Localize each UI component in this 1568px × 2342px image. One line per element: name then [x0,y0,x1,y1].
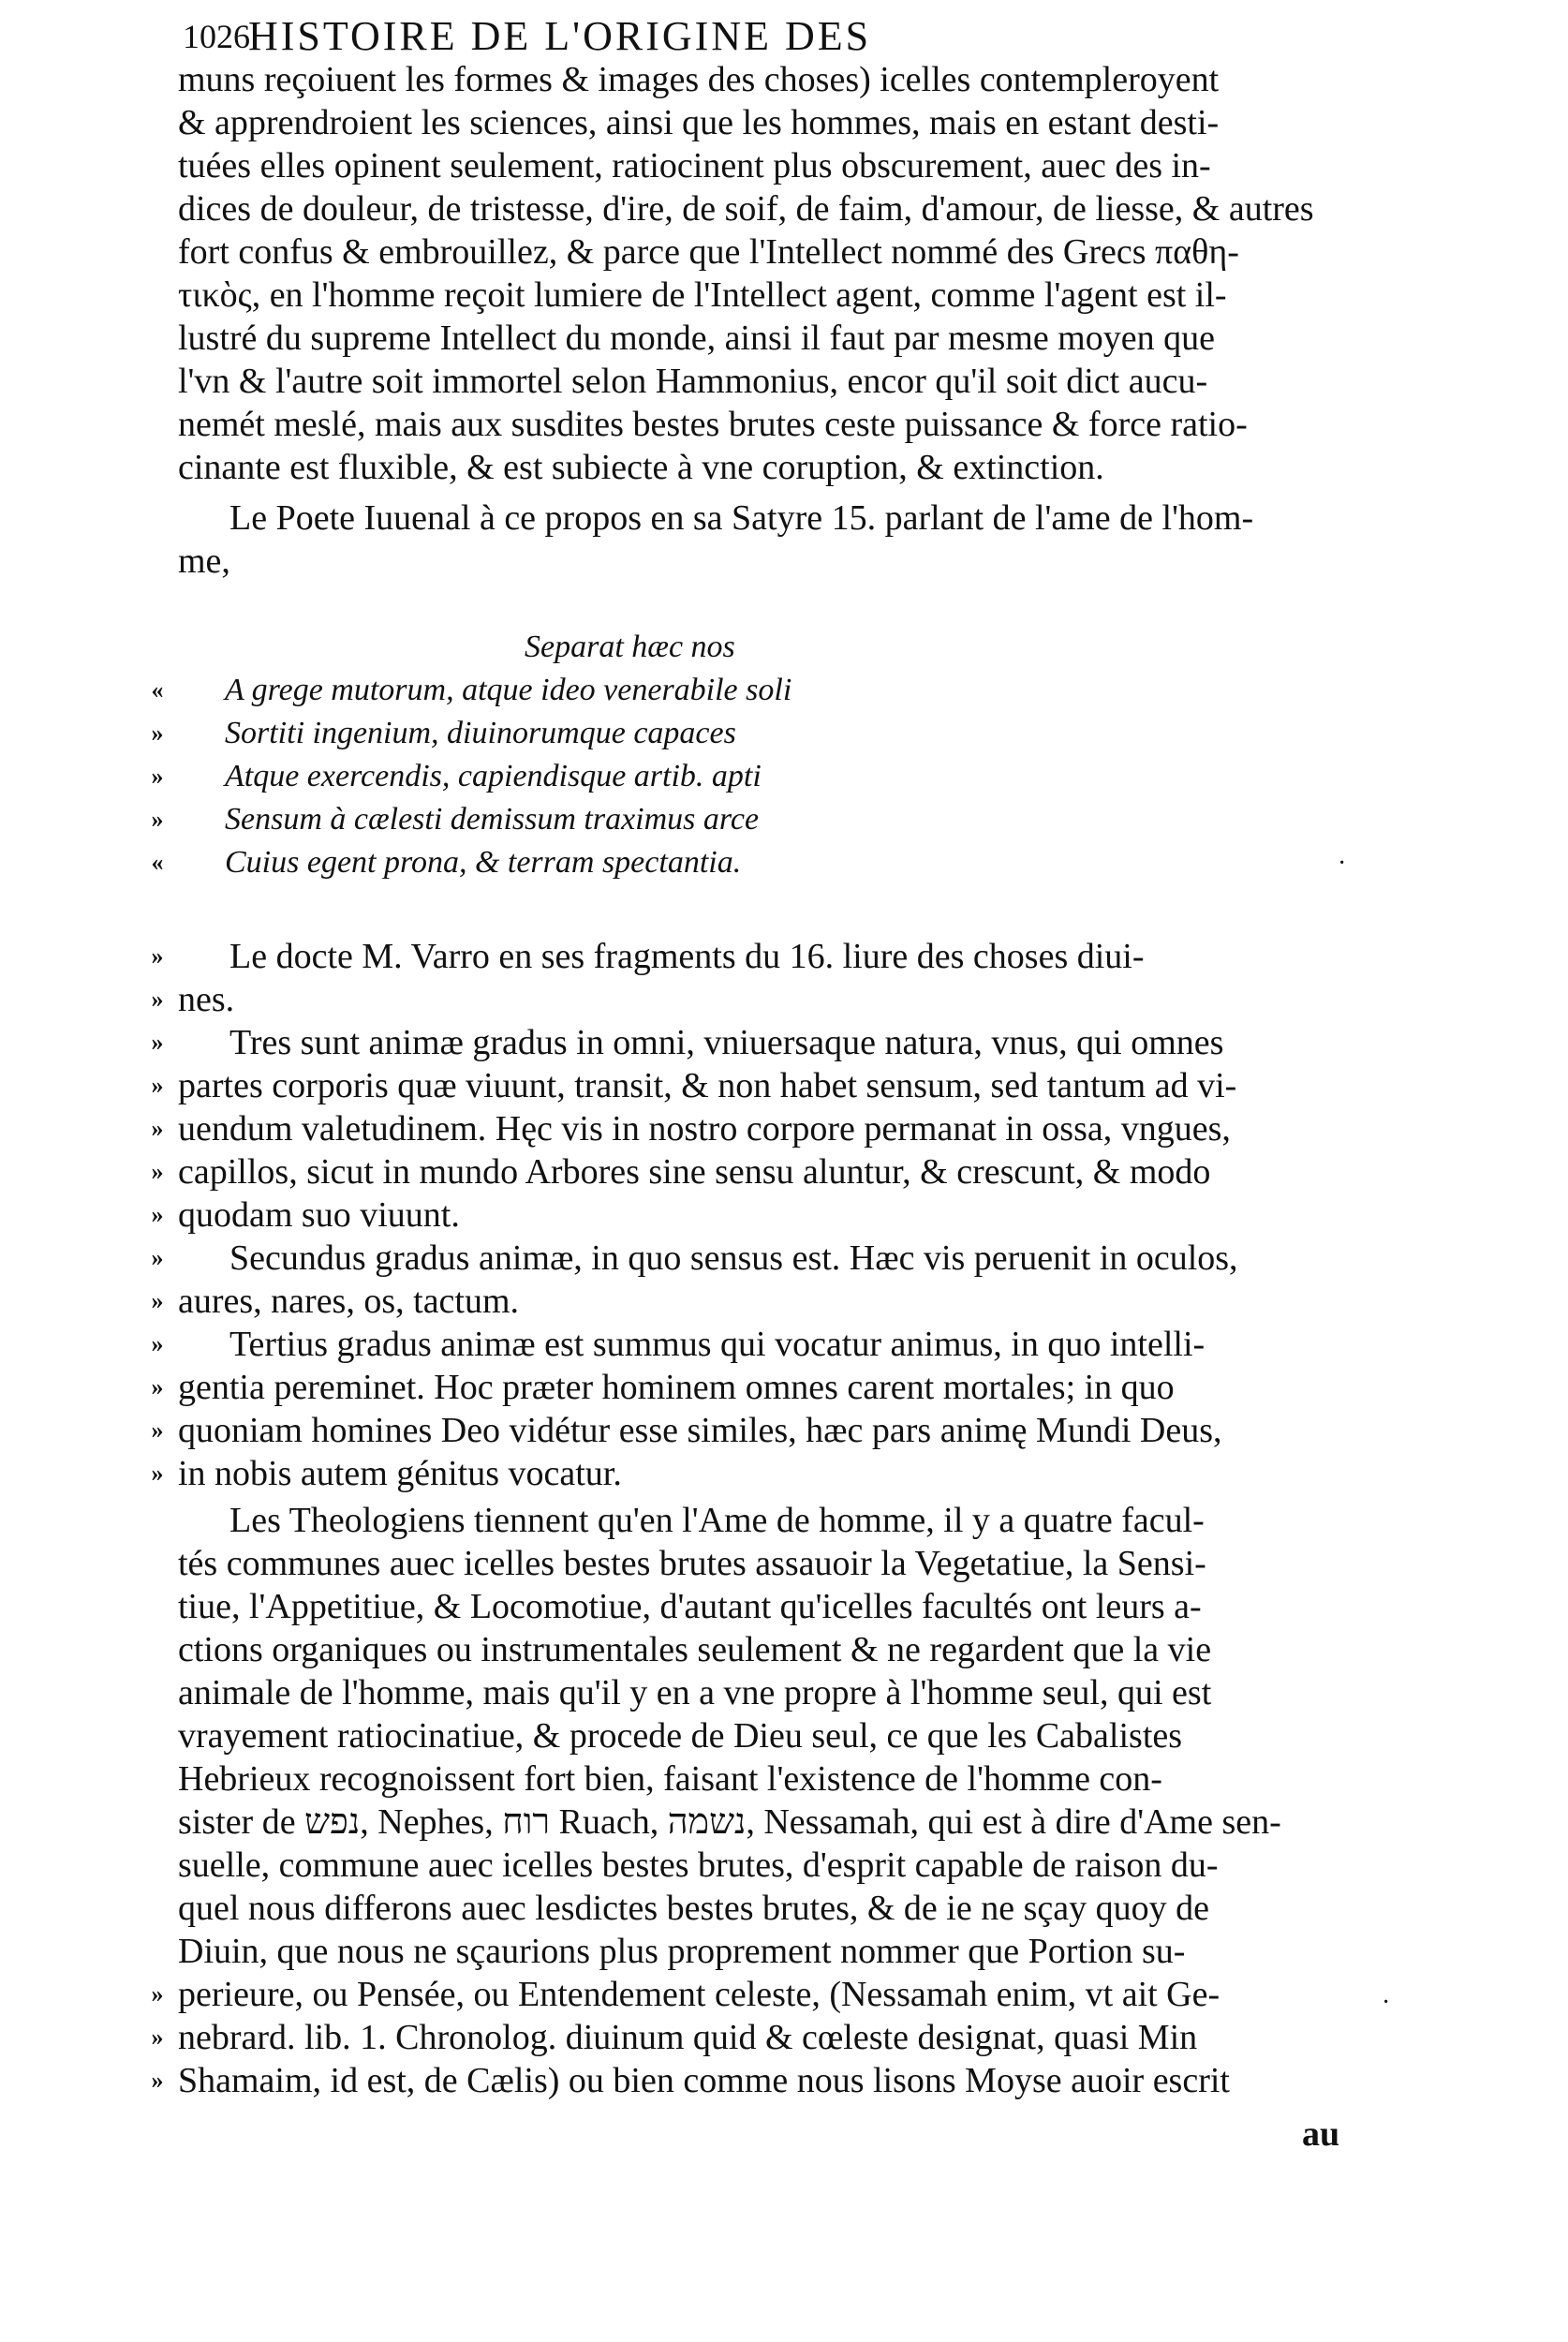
page-number: 1026 [183,18,250,55]
quote-mark: » [151,719,164,747]
text-line: muns reçoiuent les formes & images des choses) icelles contempleroyent [178,60,1220,99]
text-line: tiue, l'Appetitiue, & Locomotiue, d'autant qu'icelles facultés ont leurs a- [178,1587,1202,1626]
verse-line: A grege mutorum, atque ideo venerabile soli [225,673,792,707]
verse-line: Atque exercendis, capiendisque artib. apti [225,759,762,793]
page-header [183,7,1335,66]
text-line: Tres sunt animæ gradus in omni, vniuersaque natura, vnus, qui omnes [229,1023,1224,1062]
quote-mark: » [151,2067,164,2094]
quote-mark: » [151,1330,164,1357]
quote-mark: » [151,1072,164,1099]
text-line: Shamaim, id est, de Cælis) ou bien comme nous lisons Moyse auoir escrit [178,2061,1230,2100]
quote-mark: » [151,1416,164,1444]
text-line: me, [178,541,230,581]
text-line: aures, nares, os, tactum. [178,1282,520,1321]
verse-line: Cuius egent prona, & terram spectantia. [225,845,742,880]
quote-mark: » [151,2023,164,2051]
text-line: lustré du supreme Intellect du monde, ainsi il faut par mesme moyen que [178,319,1215,358]
text-line: quel nous differons auec lesdictes bestes brutes, & de ie ne sçay quoy de [178,1889,1209,1928]
text-line: gentia pereminet. Hoc præter hominem omnes carent mortales; in quo [178,1368,1175,1407]
text-line: cinante est fluxible, & est subiecte à vne coruption, & extinction. [178,448,1104,487]
quote-mark: » [151,1158,164,1185]
text-line: vrayement ratiocinatiue, & procede de Dieu seul, ce que les Cabalistes [178,1716,1183,1756]
text-line: Les Theologiens tiennent qu'en l'Ame de homme, il y a quatre facul- [229,1501,1205,1540]
quote-mark: » [151,1029,164,1056]
quote-mark: » [151,1460,164,1487]
text-line: ctions organiques ou instrumentales seulement & ne regardent que la vie [178,1630,1212,1669]
text-line: Tertius gradus animæ est summus qui vocatur animus, in quo intelli- [229,1325,1206,1364]
quote-mark: » [151,1115,164,1142]
text-line: partes corporis quæ viuunt, transit, & non habet sensum, sed tantum ad vi- [178,1066,1237,1105]
running-title: HISTOIRE DE L'ORIGINE DES [248,13,872,59]
text-line: & apprendroient les sciences, ainsi que les hommes, mais en estant desti- [178,103,1220,142]
text-line: capillos, sicut in mundo Arbores sine sensu aluntur, & crescunt, & modo [178,1152,1211,1192]
text-line: nemét meslé, mais aux susdites bestes brutes ceste puissance & force ratio- [178,405,1248,444]
quote-mark: « [151,676,164,704]
text-line: tuées elles opinent seulement, ratiocinent plus obscurement, auec des in- [178,146,1211,185]
quote-mark: » [151,1980,164,2008]
text-line: fort confus & embrouillez, & parce que l'Intellect nommé des Grecs παθη- [178,232,1239,272]
text-line: quoniam homines Deo vidétur esse similes, hæc pars animę Mundi Deus, [178,1411,1222,1450]
quote-mark: » [151,763,164,790]
quote-mark: » [151,806,164,833]
text-line: Le docte M. Varro en ses fragments du 16. liure des choses diui- [229,937,1145,976]
quote-mark: » [151,986,164,1013]
text-line: Secundus gradus animæ, in quo sensus est. Hæc vis peruenit in oculos, [229,1238,1238,1278]
verse-line: Sensum à cælesti demissum traximus arce [225,802,760,837]
text-line: animale de l'homme, mais qu'il y en a vne propre à l'homme seul, qui est [178,1673,1212,1712]
quote-mark: » [151,1244,164,1271]
text-line: dices de douleur, de tristesse, d'ire, de soif, de faim, d'amour, de liesse, & autres [178,189,1314,229]
text-line: in nobis autem génitus vocatur. [178,1454,622,1493]
verse-line: Sortiti ingenium, diuinorumque capaces [225,716,736,750]
quote-mark: » [151,942,164,970]
text-line: tés communes auec icelles bestes brutes assauoir la Vegetatiue, la Sensi- [178,1544,1206,1583]
quote-mark: « [151,849,164,876]
text-line: suelle, commune auec icelles bestes brutes, d'esprit capable de raison du- [178,1845,1219,1885]
text-line: sister de נפש, Nephes, רוח Ruach, נשמה, Nessamah, qui est à dire d'Ame sen- [178,1802,1281,1842]
text-line: uendum valetudinem. Hęc vis in nostro corpore permanat in ossa, vngues, [178,1109,1231,1149]
text-line: τικὸς, en l'homme reçoit lumiere de l'Intellect agent, comme l'agent est il- [178,275,1227,315]
text-line: quodam suo viuunt. [178,1195,460,1235]
text-line: nebrard. lib. 1. Chronolog. diuinum quid & cœleste designat, quasi Min [178,2018,1198,2057]
quote-mark: » [151,1373,164,1401]
ink-speck: · [1338,849,1347,878]
text-line: Diuin, que nous ne sçaurions plus proprement nommer que Portion su- [178,1932,1186,1971]
text-line: nes. [178,980,235,1019]
verse-line: Separat hæc nos [525,630,735,664]
text-line: l'vn & l'autre soit immortel selon Hammonius, encor qu'il soit dict aucu- [178,362,1208,401]
text-line: Hebrieux recognoissent fort bien, faisant l'existence de l'homme con- [178,1759,1162,1799]
quote-mark: » [151,1201,164,1228]
quote-mark: » [151,1287,164,1314]
catchword: au [1302,2114,1340,2154]
ink-speck: · [1382,1988,1391,2017]
text-line: Le Poete Iuuenal à ce propos en sa Satyre 15. parlant de l'ame de l'hom- [229,498,1254,538]
text-line: perieure, ou Pensée, ou Entendement celeste, (Nessamah enim, vt ait Ge- [178,1975,1220,2014]
